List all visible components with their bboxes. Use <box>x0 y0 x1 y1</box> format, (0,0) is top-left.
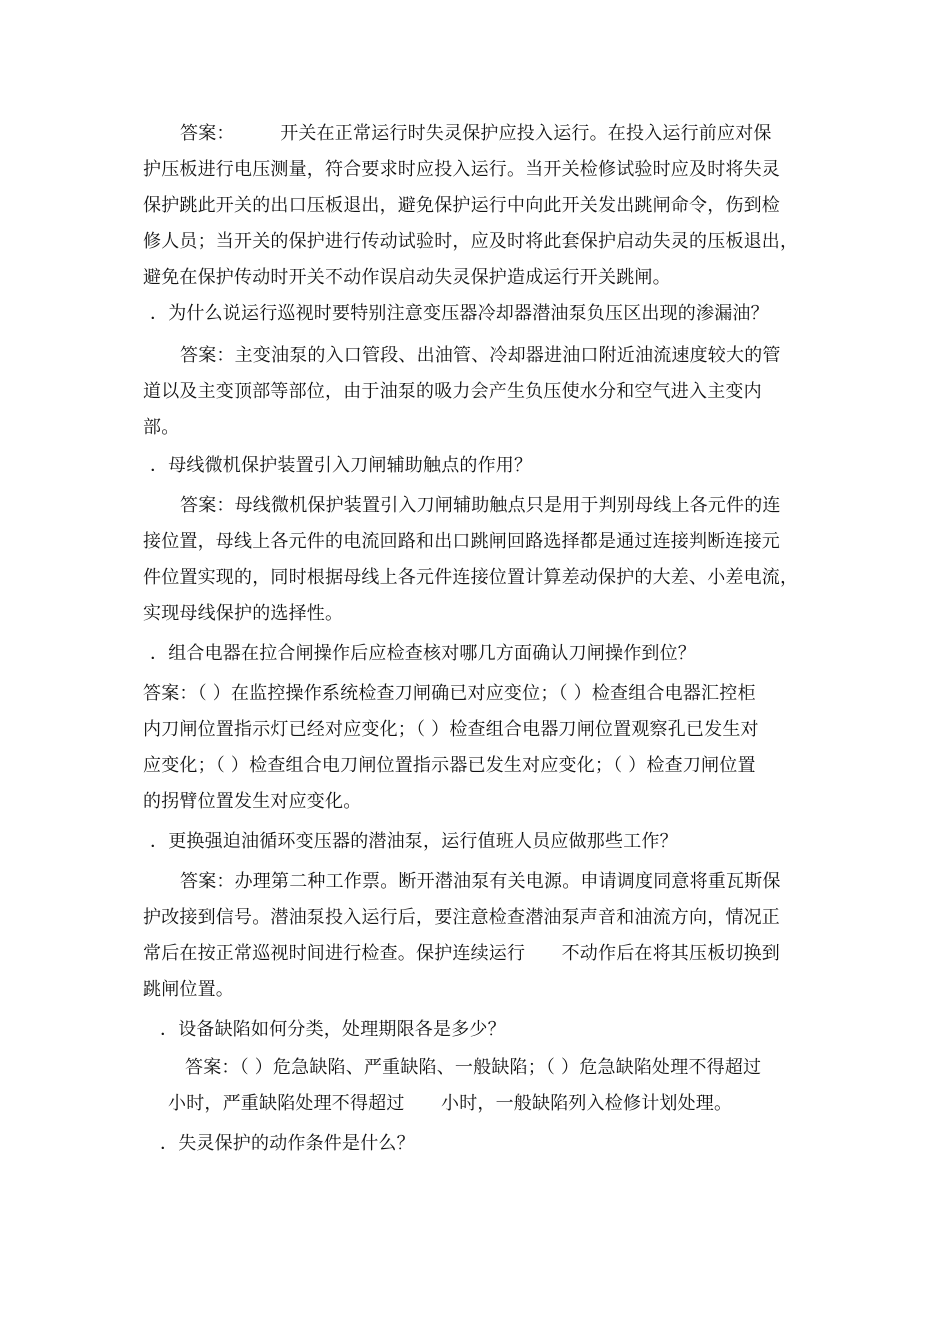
answer-2-line-3: 部。 <box>143 417 180 438</box>
answer-3-line-1: 答案：母线微机保护装置引入刀闸辅助触点只是用于判别母线上各元件的连 <box>180 495 781 516</box>
answer-5-line-4: 跳闸位置。 <box>143 979 234 1000</box>
answer-4-line-3: 应变化；（ ）检查组合电刀闸位置指示器已发生对应变化；（ ）检查刀闸位置 <box>143 755 756 776</box>
question-3: ．母线微机保护装置引入刀闸辅助触点的作用？ <box>150 455 533 476</box>
question-7: ．失灵保护的动作条件是什么？ <box>160 1133 415 1154</box>
answer-4-line-1: 答案：（ ）在监控操作系统检查刀闸确已对应变位；（ ）检查组合电器汇控柜 <box>143 683 756 704</box>
answer-2-line-2: 道以及主变顶部等部位，由于油泵的吸力会产生负压使水分和空气进入主变内 <box>143 381 762 402</box>
question-5: ．更换强迫油循环变压器的潜油泵，运行值班人员应做那些工作？ <box>150 831 678 852</box>
question-4: ．组合电器在拉合闸操作后应检查核对哪几方面确认刀闸操作到位？ <box>150 643 696 664</box>
answer-6-line-1: 答案：（ ）危急缺陷、严重缺陷、一般缺陷；（ ）危急缺陷处理不得超过 <box>185 1057 762 1078</box>
answer-4-line-4: 的拐臂位置发生对应变化。 <box>143 791 362 812</box>
answer-1-line-1: 答案： 开关在正常运行时失灵保护应投入运行。在投入运行前应对保 <box>180 123 772 144</box>
answer-6-line-2: 小时，严重缺陷处理不得超过 小时，一般缺陷列入检修计划处理。 <box>168 1093 733 1114</box>
answer-5-line-1: 答案：办理第二种工作票。断开潜油泵有关电源。申请调度同意将重瓦斯保 <box>180 871 781 892</box>
answer-1-line-4: 修人员；当开关的保护进行传动试验时，应及时将此套保护启动失灵的压板退出， <box>143 231 799 252</box>
answer-1-line-5: 避免在保护传动时开关不动作误启动失灵保护造成运行开关跳闸。 <box>143 267 671 288</box>
answer-3-line-3: 件位置实现的，同时根据母线上各元件连接位置计算差动保护的大差、小差电流， <box>143 567 799 588</box>
question-6: ．设备缺陷如何分类，处理期限各是多少？ <box>160 1019 506 1040</box>
answer-5-line-2: 护改接到信号。潜油泵投入运行后，要注意检查潜油泵声音和油流方向，情况正 <box>143 907 780 928</box>
answer-5-line-3: 常后在按正常巡视时间进行检查。保护连续运行 不动作后在将其压板切换到 <box>143 943 780 964</box>
answer-2-line-1: 答案：主变油泵的入口管段、出油管、冷却器进油口附近油流速度较大的管 <box>180 345 781 366</box>
answer-1-line-3: 保护跳此开关的出口压板退出，避免保护运行中向此开关发出跳闸命令，伤到检 <box>143 195 780 216</box>
question-2: ．为什么说运行巡视时要特别注意变压器冷却器潜油泵负压区出现的渗漏油？ <box>150 303 769 324</box>
answer-4-line-2: 内刀闸位置指示灯已经对应变化；（ ）检查组合电器刀闸位置观察孔已发生对 <box>143 719 759 740</box>
answer-1-line-2: 护压板进行电压测量，符合要求时应投入运行。当开关检修试验时应及时将失灵 <box>143 159 780 180</box>
answer-3-line-2: 接位置，母线上各元件的电流回路和出口跳闸回路选择都是通过连接判断连接元 <box>143 531 780 552</box>
answer-3-line-4: 实现母线保护的选择性。 <box>143 603 344 624</box>
